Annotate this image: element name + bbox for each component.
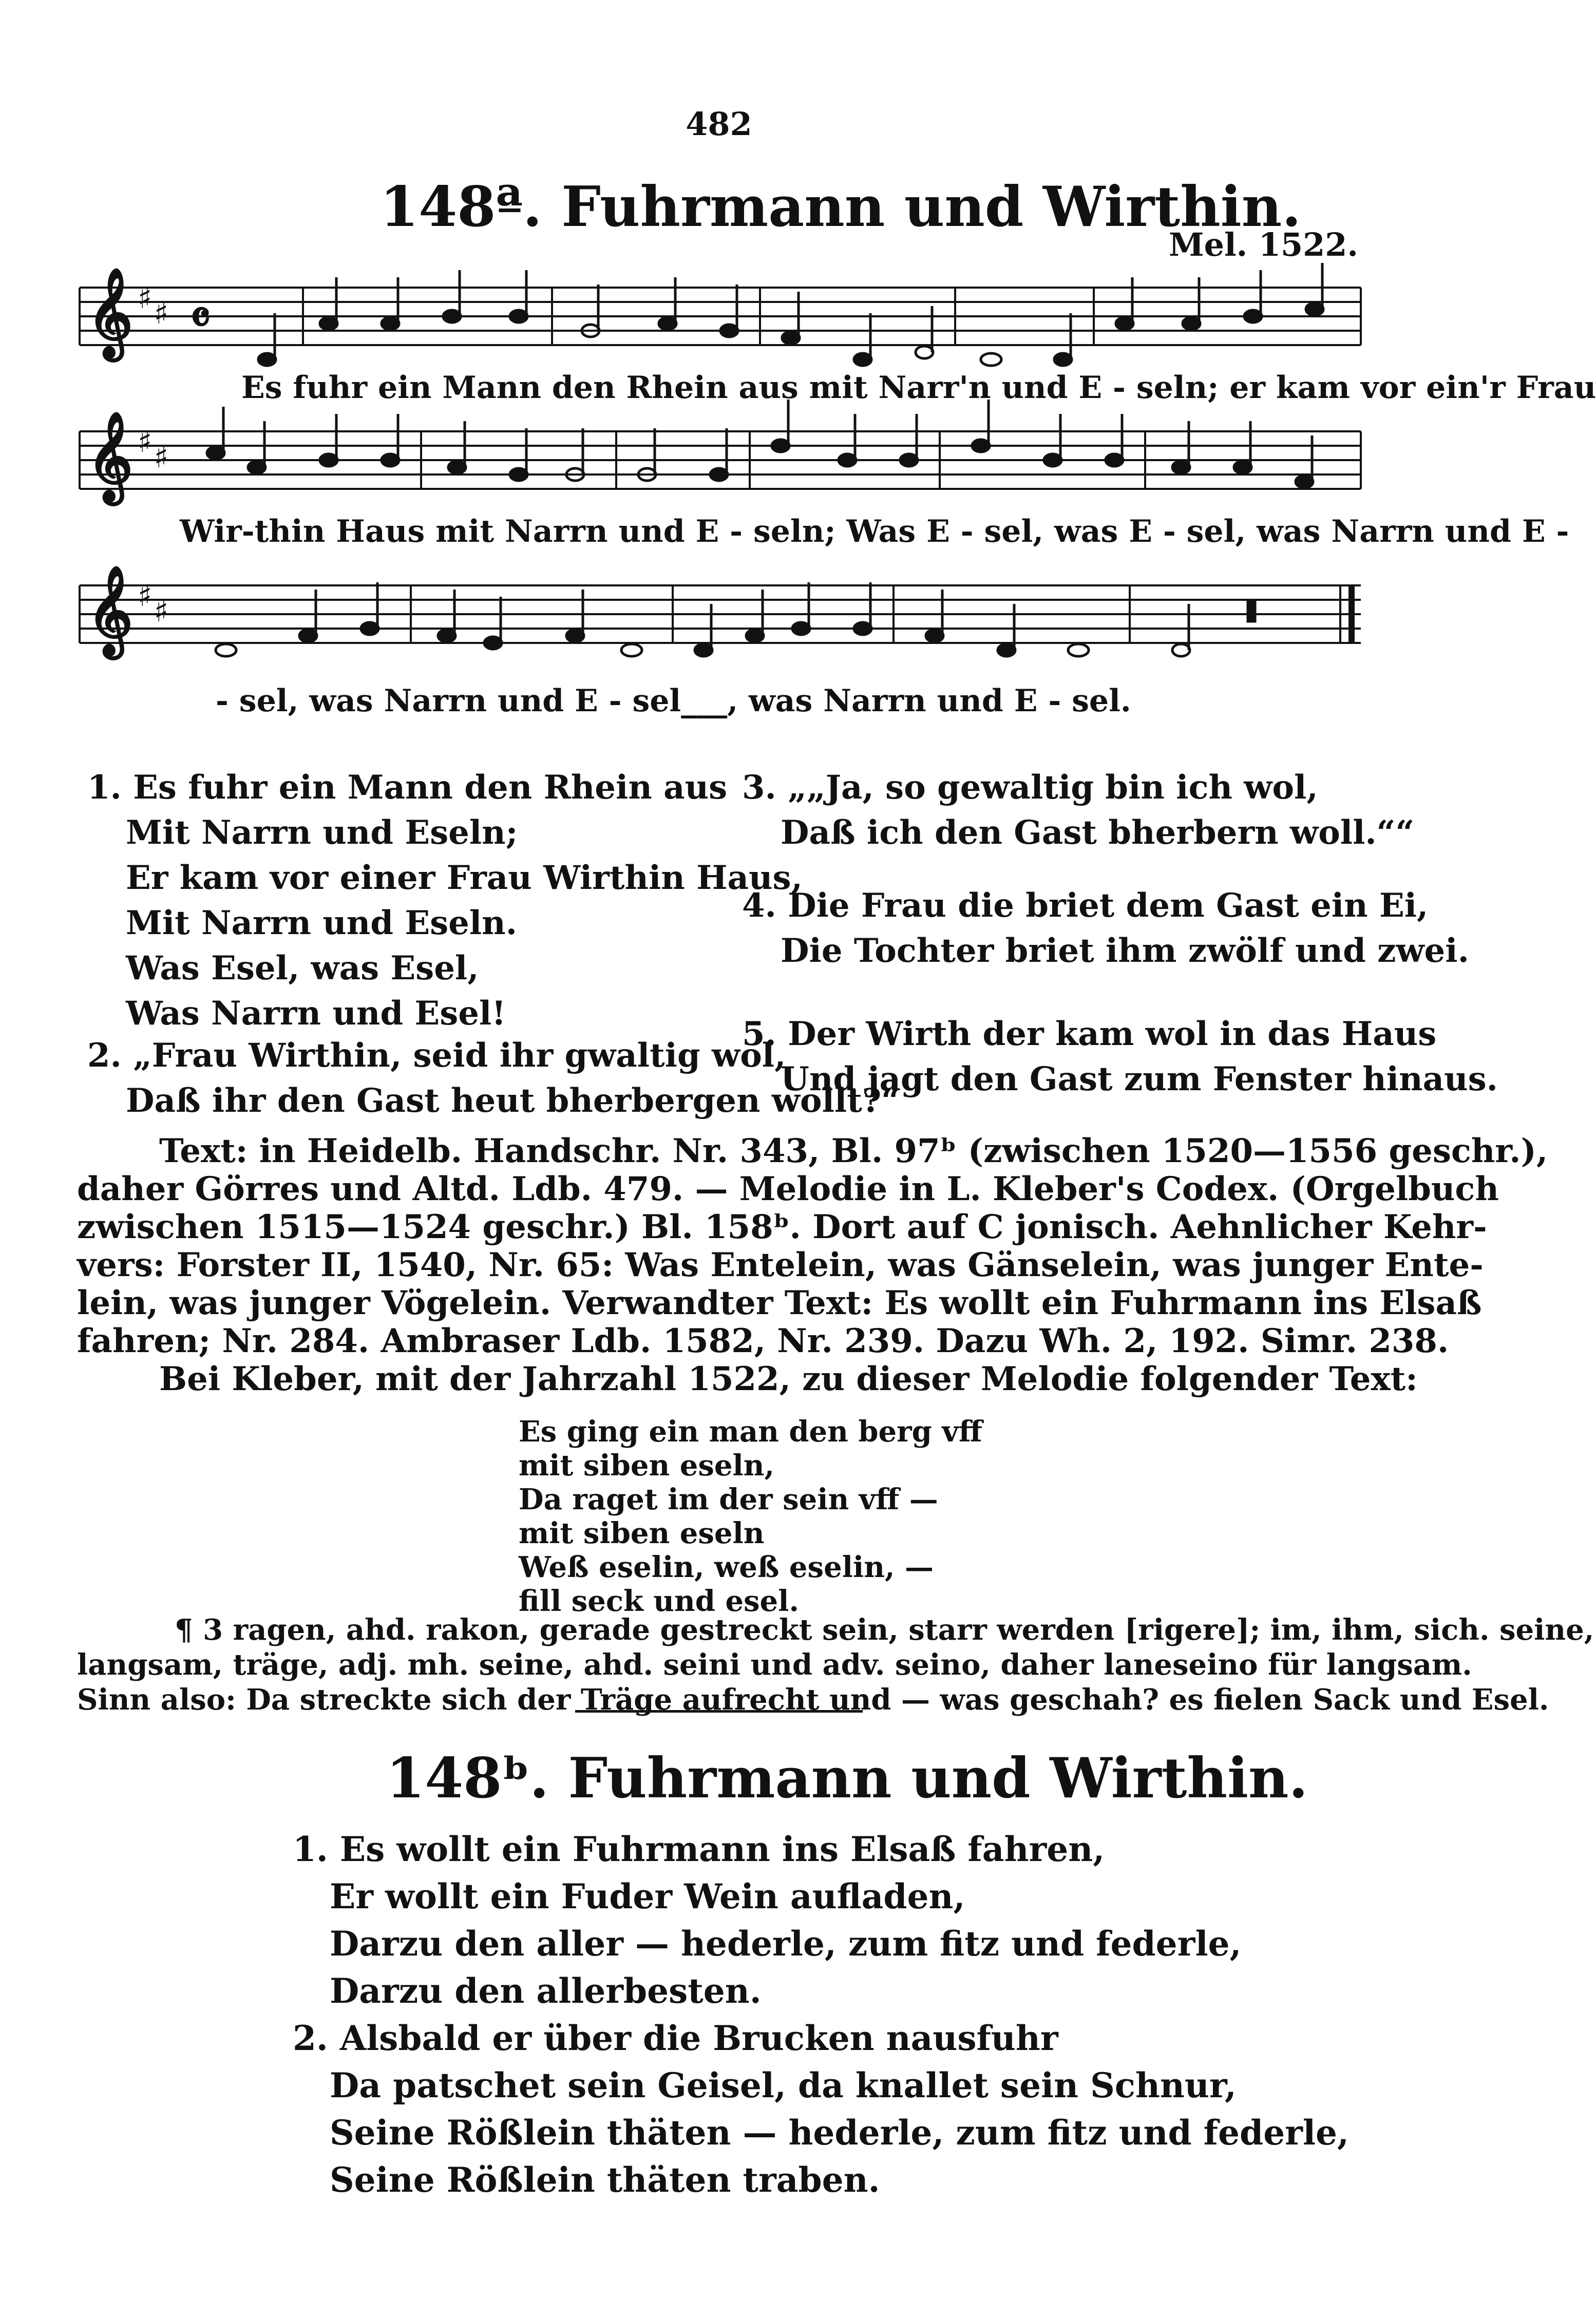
stanza-line: Was Esel, was Esel, [126,949,479,988]
lyrics-line-2: Wir-thin Haus mit Narrn und E - seln; Was E - sel, was E - sel, was Narrn und E - [180,514,1569,549]
stanza-line: 3. „„Ja, so gewaltig bin ich wol, [742,768,1318,807]
staff-1 [80,288,1361,345]
treble-clef-2: 𝄞 [87,411,133,501]
notes-line: fahren; Nr. 284. Ambraser Ldb. 1582, Nr. 239. Dazu Wh. 2, 192. Simr. 238. [77,1322,1449,1360]
stanza-line: Er wollt ein Fuder Wein aufladen, [330,1876,965,1916]
notes-line: daher Görres und Altd. Ldb. 479. — Melodie in L. Kleber's Codex. (Orgelbuch [77,1170,1499,1208]
stanza-line: Mit Narrn und Eseln; [126,813,518,852]
section-divider [575,1710,863,1713]
melody-reference: Mel. 1522. [1169,226,1358,263]
stanza-line: Er kam vor einer Frau Wirthin Haus, [126,859,803,897]
stanza-line: Darzu den aller — hederle, zum fitz und federle, [330,1924,1242,1964]
lyrics-line-3: - sel, was Narrn und E - sel___, was Narrn und E - sel. [216,683,1131,719]
quote-line: Es ging ein man den berg vff [519,1415,982,1449]
stanza-line: Darzu den allerbesten. [330,1971,762,2011]
quote-line: Da raget im der sein vff — [519,1483,938,1516]
svg-text:♯: ♯ [154,594,169,629]
stanza-line: Daß ihr den Gast heut bherbergen wollt?“ [126,1081,901,1120]
staff-3 [80,585,1361,643]
stanza-line: Und jagt den Gast zum Fenster hinaus. [781,1060,1498,1098]
stanza-line: Was Narrn und Esel! [126,994,506,1033]
song-b-title: 148ᵇ. Fuhrmann und Wirthin. [386,1746,1308,1811]
footnote-line: Sinn also: Da streckte sich der Träge aufrecht und — was geschah? es fielen Sack und Esel. [77,1683,1549,1717]
quote-line: Weß eselin, weß eselin, — [519,1550,934,1584]
quoted-text [519,1415,982,1618]
svg-text:♯: ♯ [154,440,169,474]
svg-text:♯: ♯ [138,280,153,315]
song-a-title: 148ª. Fuhrmann und Wirthin. [380,175,1301,239]
stanza-line: Mit Narrn und Eseln. [126,904,517,942]
footnote-line: ¶ 3 ragen, ahd. rakon, gerade gestreckt sein, starr werden [rigere]; im, ihm, sich. seine, [175,1613,1594,1647]
source-notes [77,1132,1548,1398]
stanza-3 [742,765,1414,856]
footnote-line: langsam, träge, adj. mh. seine, ahd. seini und adv. seino, daher laneseino für langsam. [77,1648,1472,1682]
stanza-4 [742,883,1469,974]
page-number: 482 [686,105,752,143]
quote-line: mit siben eseln, [519,1449,774,1483]
svg-text:♯: ♯ [154,296,169,331]
notes-line: zwischen 1515—1524 geschr.) Bl. 158ᵇ. Dort auf C jonisch. Aehnlicher Kehr- [77,1208,1487,1246]
notes-line: Text: in Heidelb. Handschr. Nr. 343, Bl. 97ᵇ (zwischen 1520—1556 geschr.), [159,1132,1548,1170]
stanza-line: 4. Die Frau die briet dem Gast ein Ei, [742,886,1429,925]
stanza-line: 2. Alsbald er über die Brucken nausfuhr [293,2018,1058,2058]
notes-line: vers: Forster II, 1540, Nr. 65: Was Entelein, was Gänselein, was junger Ente- [77,1246,1484,1284]
notes-line: lein, was junger Vögelein. Verwandter Text: Es wollt ein Fuhrmann ins Elsaß [77,1284,1482,1322]
stanza-line: Daß ich den Gast bherbern woll.““ [781,813,1415,852]
footnote [77,1612,1594,1717]
treble-clef-1: 𝄞 [87,267,133,357]
stanza-line: Seine Rößlein thäten — hederle, zum fitz und federle, [330,2113,1349,2153]
svg-text:𝄴: 𝄴 [190,291,211,345]
svg-text:♯: ♯ [138,578,153,613]
stanza-1 [87,765,803,1036]
song-b-stanzas [293,1826,1349,2204]
stanza-line: Seine Rößlein thäten traben. [330,2160,880,2200]
treble-clef-3: 𝄞 [87,565,133,655]
quote-line: mit siben eseln [519,1516,765,1550]
stanza-5 [742,1012,1498,1102]
stanza-line: 5. Der Wirth der kam wol in das Haus [742,1015,1437,1053]
stanza-line: 1. Es wollt ein Fuhrmann ins Elsaß fahren, [293,1829,1105,1869]
stanza-line: 1. Es fuhr ein Mann den Rhein aus [87,768,728,807]
stanza-line: 2. „Frau Wirthin, seid ihr gwaltig wol, [87,1036,786,1075]
lyrics-line-1: Es fuhr ein Mann den Rhein aus mit Narr'n und E - seln; er kam vor ein'r Frau [241,370,1596,406]
stanza-line: Da patschet sein Geisel, da knallet sein Schnur, [330,2065,1237,2105]
notes-line: Bei Kleber, mit der Jahrzahl 1522, zu dieser Melodie folgender Text: [159,1360,1418,1398]
stanza-line: Die Tochter briet ihm zwölf und zwei. [781,932,1469,970]
quote-line: fill seck und esel. [519,1584,799,1618]
svg-text:♯: ♯ [138,424,153,459]
